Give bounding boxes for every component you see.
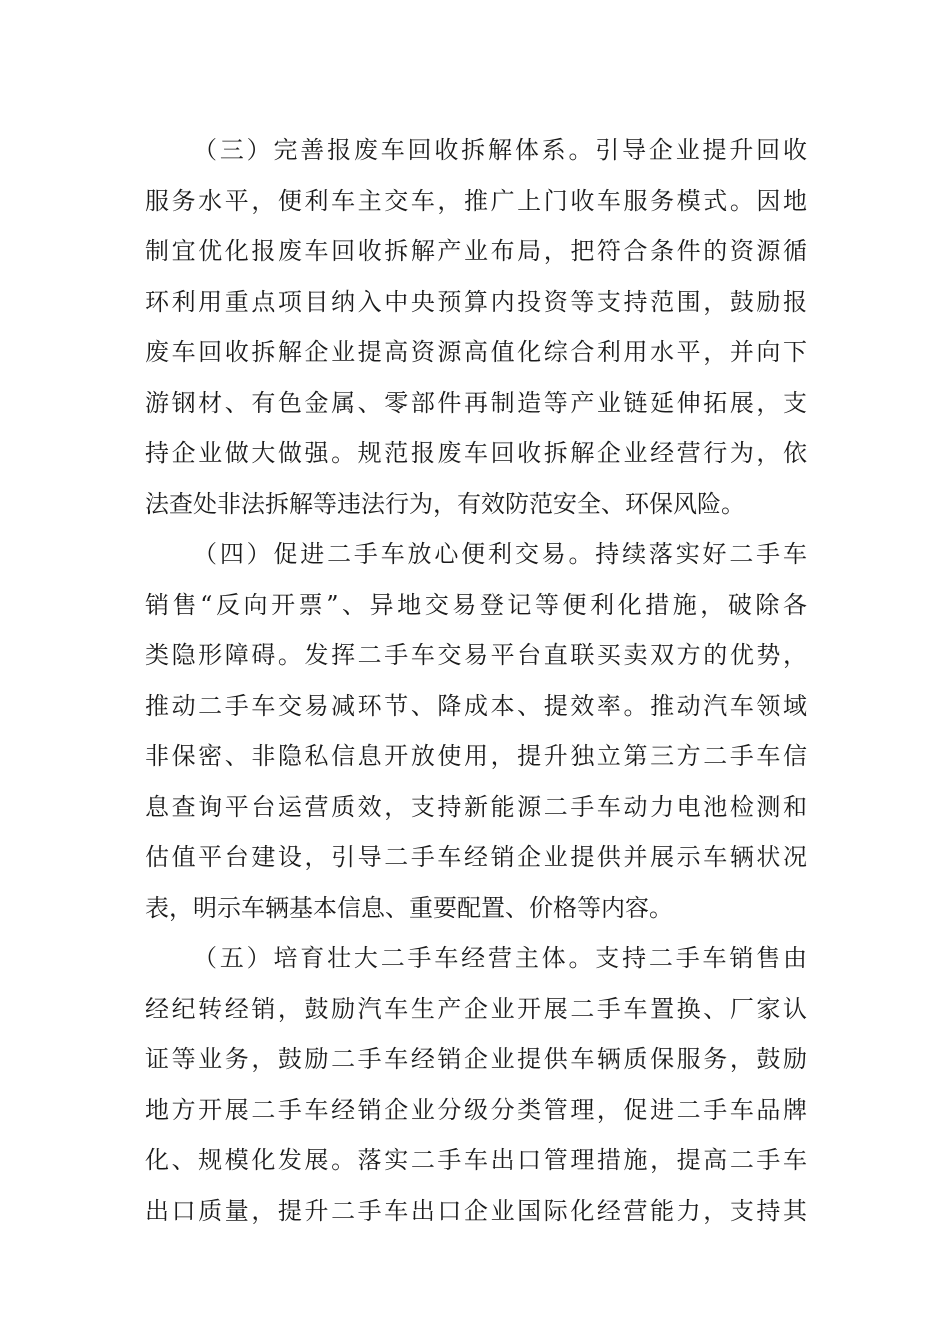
document-body bbox=[145, 125, 807, 1236]
paragraph-line: 类隐形障碍。发挥二手车交易平台直联买卖双方的优势， bbox=[145, 641, 807, 669]
paragraph-line: 非保密、非隐私信息开放使用，提升独立第三方二手车信 bbox=[145, 742, 807, 770]
paragraph-line: 估值平台建设，引导二手车经销企业提供并展示车辆状况 bbox=[145, 843, 807, 871]
paragraph-line: 地方开展二手车经销企业分级分类管理，促进二手车品牌 bbox=[145, 1095, 807, 1124]
paragraph-line: （四）促进二手车放心便利交易。持续落实好二手车 bbox=[193, 540, 807, 568]
paragraph-section-3 bbox=[145, 125, 807, 529]
paragraph-line: 法查处非法拆解等违法行为，有效防范安全、环保风险。 bbox=[145, 489, 745, 518]
paragraph-line: 废车回收拆解企业提高资源高值化综合利用水平，并向下 bbox=[145, 338, 807, 366]
paragraph-line: 游钢材、有色金属、零部件再制造等产业链延伸拓展，支 bbox=[145, 388, 807, 417]
paragraph-line: （三）完善报废车回收拆解体系。引导企业提升回收 bbox=[193, 136, 807, 164]
paragraph-line: 制宜优化报废车回收拆解产业布局，把符合条件的资源循 bbox=[145, 237, 807, 265]
paragraph-section-5 bbox=[145, 933, 807, 1236]
paragraph-line: 销售“反向开票”、异地交易登记等便利化措施，破除各 bbox=[145, 590, 807, 619]
paragraph-line: 证等业务，鼓励二手车经销企业提供车辆质保服务，鼓励 bbox=[145, 1045, 807, 1073]
paragraph-line: 经纪转经销，鼓励汽车生产企业开展二手车置换、厂家认 bbox=[145, 994, 807, 1023]
paragraph-line: 息查询平台运营质效，支持新能源二手车动力电池检测和 bbox=[145, 792, 807, 821]
paragraph-line: 推动二手车交易减环节、降成本、提效率。推动汽车领域 bbox=[145, 691, 807, 720]
paragraph-line: 服务水平，便利车主交车，推广上门收车服务模式。因地 bbox=[145, 186, 807, 215]
paragraph-line: 环利用重点项目纳入中央预算内投资等支持范围，鼓励报 bbox=[145, 287, 807, 316]
paragraph-line: 持企业做大做强。规范报废车回收拆解企业经营行为，依 bbox=[145, 439, 807, 467]
paragraph-line: 化、规模化发展。落实二手车出口管理措施，提高二手车 bbox=[145, 1146, 807, 1174]
paragraph-line: 出口质量，提升二手车出口企业国际化经营能力，支持其 bbox=[145, 1196, 807, 1225]
paragraph-line: 表，明示车辆基本信息、重要配置、价格等内容。 bbox=[145, 893, 673, 922]
paragraph-line: （五）培育壮大二手车经营主体。支持二手车销售由 bbox=[193, 944, 807, 972]
paragraph-section-4 bbox=[145, 529, 807, 933]
